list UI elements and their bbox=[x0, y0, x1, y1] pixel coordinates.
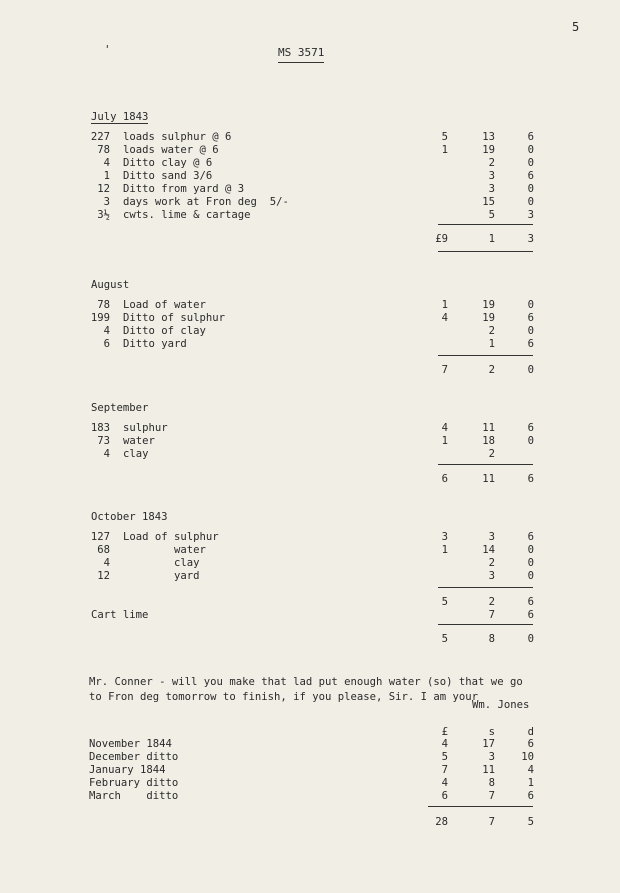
tick-mark: ' bbox=[104, 43, 111, 56]
total-rule bbox=[428, 806, 533, 807]
letter-note bbox=[89, 675, 523, 705]
page-number: 5 bbox=[572, 20, 580, 34]
ledger-row: 183 sulphur 4 11 6 bbox=[90, 422, 534, 434]
summary-total-row: 28 7 5 bbox=[435, 816, 534, 828]
section-heading: September bbox=[91, 402, 149, 414]
ledger-row: 4 Ditto of clay 2 0 bbox=[103, 325, 534, 337]
signature: Wm. Jones bbox=[472, 699, 530, 711]
total-rule bbox=[438, 224, 533, 225]
ledger-row: 199 Ditto of sulphur 4 19 6 bbox=[90, 312, 534, 324]
grand-total-row: 5 8 0 bbox=[441, 633, 534, 645]
total-rule bbox=[438, 251, 533, 252]
total-rule bbox=[438, 355, 533, 356]
ledger-row: 4 clay 2 bbox=[103, 448, 495, 460]
total-row: 6 11 6 bbox=[441, 473, 534, 485]
ledger-row: 4 clay 2 0 bbox=[103, 557, 534, 569]
ledger-row: 1 Ditto sand 3/6 3 6 bbox=[103, 170, 534, 182]
cart-lime-row: Cart lime 7 6 bbox=[91, 609, 534, 621]
ledger-row: 78 Load of water 1 19 0 bbox=[97, 299, 534, 311]
ledger-row: 73 water 1 18 0 bbox=[97, 435, 534, 447]
ledger-row: 4 Ditto clay @ 6 2 0 bbox=[103, 157, 534, 169]
letter-line: Mr. Conner - will you make that lad put enough water (so) that we go bbox=[89, 676, 523, 688]
summary-header: £ s d bbox=[441, 726, 534, 738]
ms-title: MS 3571 bbox=[278, 46, 324, 63]
summary-row: November 1844 4 17 6 bbox=[89, 738, 534, 750]
total-rule bbox=[438, 587, 533, 588]
section-heading: October 1843 bbox=[91, 511, 168, 523]
total-rule bbox=[438, 464, 533, 465]
ledger-row: 68 water 1 14 0 bbox=[97, 544, 534, 556]
ledger-row: 12 yard 3 0 bbox=[97, 570, 534, 582]
ledger-row: 3½ cwts. lime & cartage 5 3 bbox=[97, 209, 534, 221]
summary-row: March ditto 6 7 6 bbox=[89, 790, 534, 802]
ledger-row: 127 Load of sulphur 3 3 6 bbox=[90, 531, 534, 543]
ledger-row: 227 loads sulphur @ 6 5 13 6 bbox=[90, 131, 534, 143]
summary-row: December ditto 5 3 10 bbox=[89, 751, 534, 763]
ledger-row: 6 Ditto yard 1 6 bbox=[103, 338, 534, 350]
ledger-row: 3 days work at Fron deg 5/- 15 0 bbox=[103, 196, 534, 208]
total-row: 5 2 6 bbox=[441, 596, 534, 608]
total-rule bbox=[438, 624, 533, 625]
summary-row: February ditto 4 8 1 bbox=[89, 777, 534, 789]
ledger-row: 78 loads water @ 6 1 19 0 bbox=[97, 144, 534, 156]
total-row: 7 2 0 bbox=[441, 364, 534, 376]
summary-row: January 1844 7 11 4 bbox=[89, 764, 534, 776]
letter-line: to Fron deg tomorrow to finish, if you please, Sir. I am your bbox=[89, 691, 479, 703]
ledger-row: 12 Ditto from yard @ 3 3 0 bbox=[97, 183, 534, 195]
section-heading: July 1843 bbox=[91, 111, 149, 123]
section-heading: August bbox=[91, 279, 130, 291]
total-row: £9 1 3 bbox=[435, 233, 534, 245]
